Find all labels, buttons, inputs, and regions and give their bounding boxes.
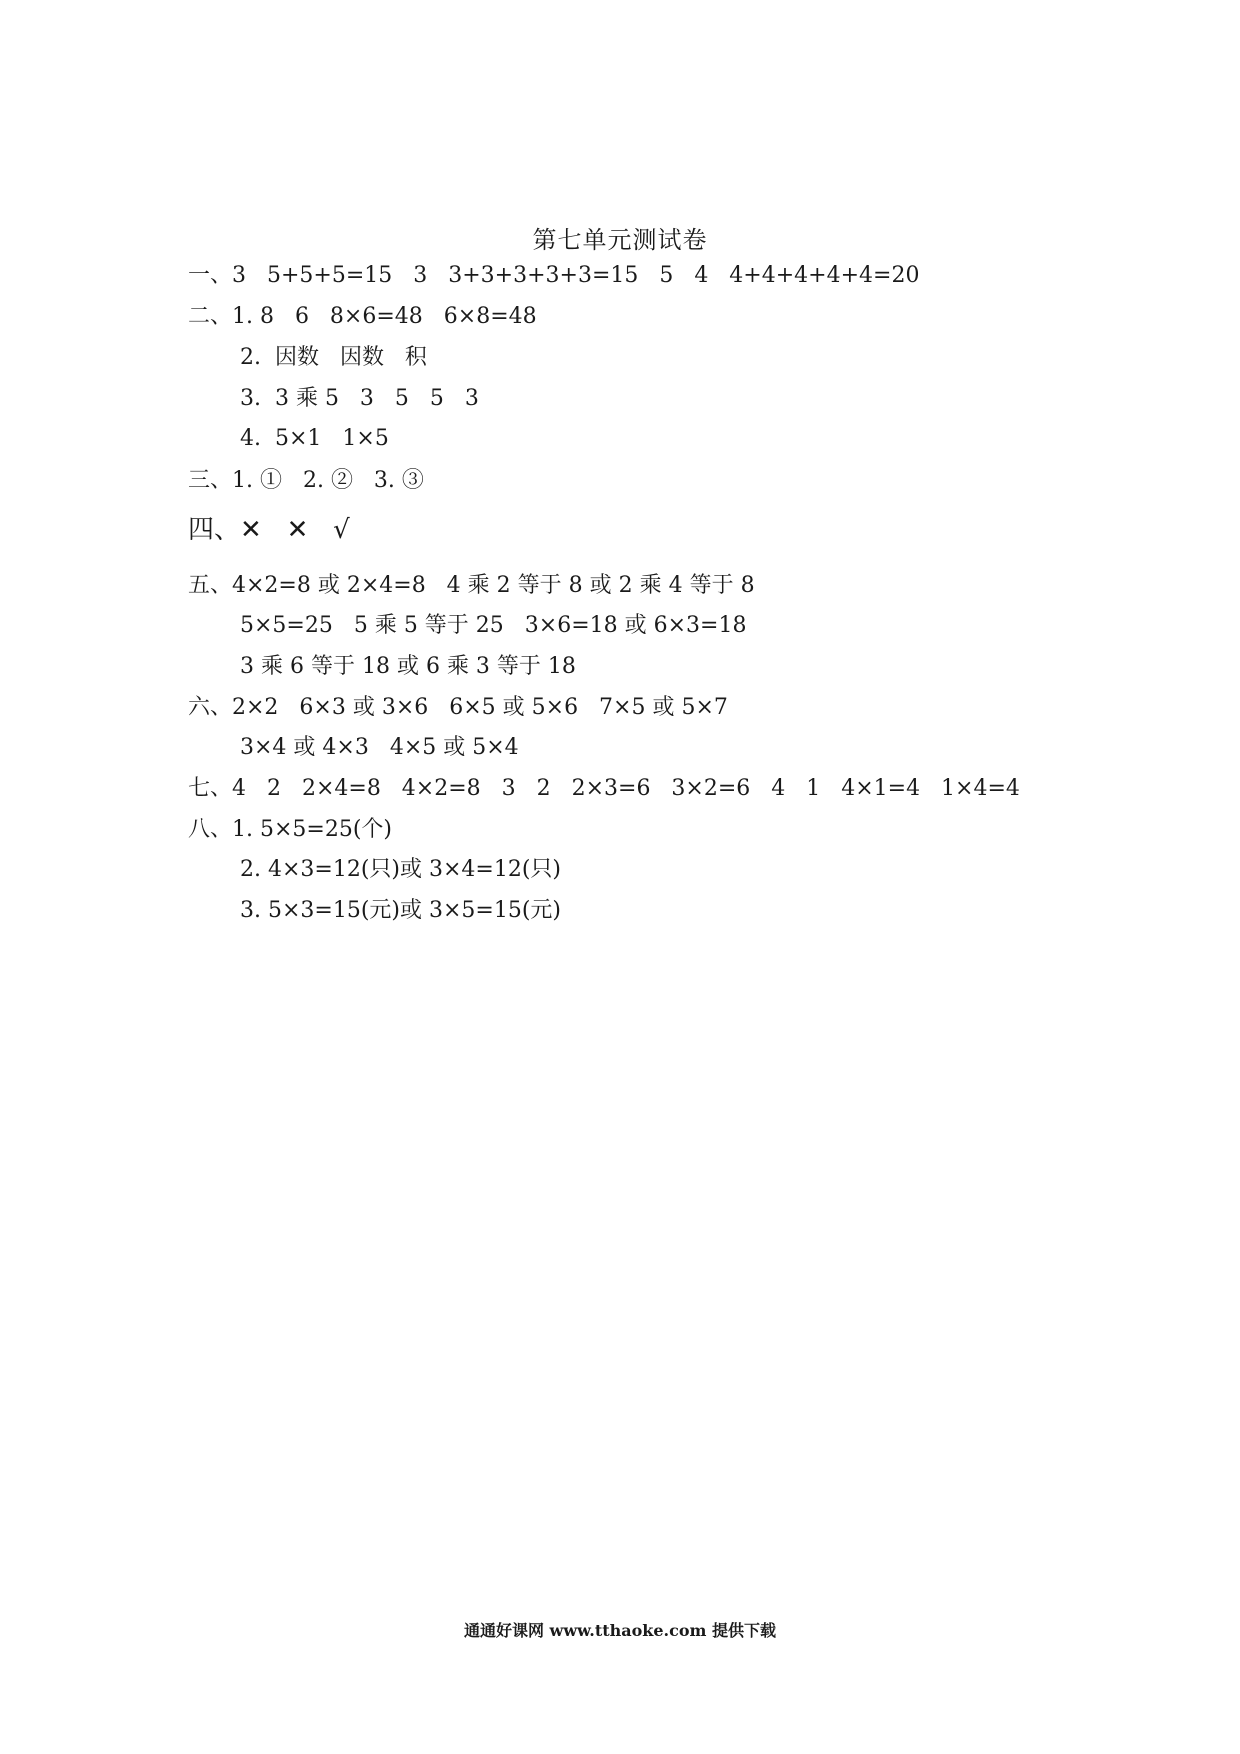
answer-line-2: 二、1. 8 6 8×6=48 6×8=48 (188, 304, 537, 329)
answer-line-10: 3 乘 6 等于 18 或 6 乘 3 等于 18 (240, 654, 576, 679)
answer-line-12: 3×4 或 4×3 4×5 或 5×4 (240, 735, 519, 760)
answer-line-4: 3. 3 乘 5 3 5 5 3 (240, 386, 479, 411)
answer-line-5: 4. 5×1 1×5 (240, 426, 389, 451)
answer-line-16: 3. 5×3=15(元)或 3×5=15(元) (240, 898, 562, 923)
answer-line-9: 5×5=25 5 乘 5 等于 25 3×6=18 或 6×3=18 (240, 613, 747, 638)
page-title: 第七单元测试卷 (532, 226, 708, 254)
answer-line-6: 三、1. ① 2. ② 3. ③ (188, 468, 424, 493)
answer-line-11: 六、2×2 6×3 或 3×6 6×5 或 5×6 7×5 或 5×7 (188, 695, 728, 720)
answer-line-8: 五、4×2=8 或 2×4=8 4 乘 2 等于 8 或 2 乘 4 等于 8 (188, 573, 755, 598)
answer-line-7: 四、✕ ✕ √ (188, 515, 350, 545)
footer-source: 通通好课网 www.tthaoke.com 提供下载 (463, 1621, 777, 1640)
answer-line-3: 2. 因数 因数 积 (240, 345, 427, 370)
answer-line-15: 2. 4×3=12(只)或 3×4=12(只) (240, 857, 562, 882)
answer-line-13: 七、4 2 2×4=8 4×2=8 3 2 2×3=6 3×2=6 4 1 4×1=4 1×4=4 (188, 776, 1020, 801)
answer-line-1: 一、3 5+5+5=15 3 3+3+3+3+3=15 5 4 4+4+4+4+4=20 (188, 263, 920, 288)
answer-line-14: 八、1. 5×5=25(个) (188, 817, 393, 842)
